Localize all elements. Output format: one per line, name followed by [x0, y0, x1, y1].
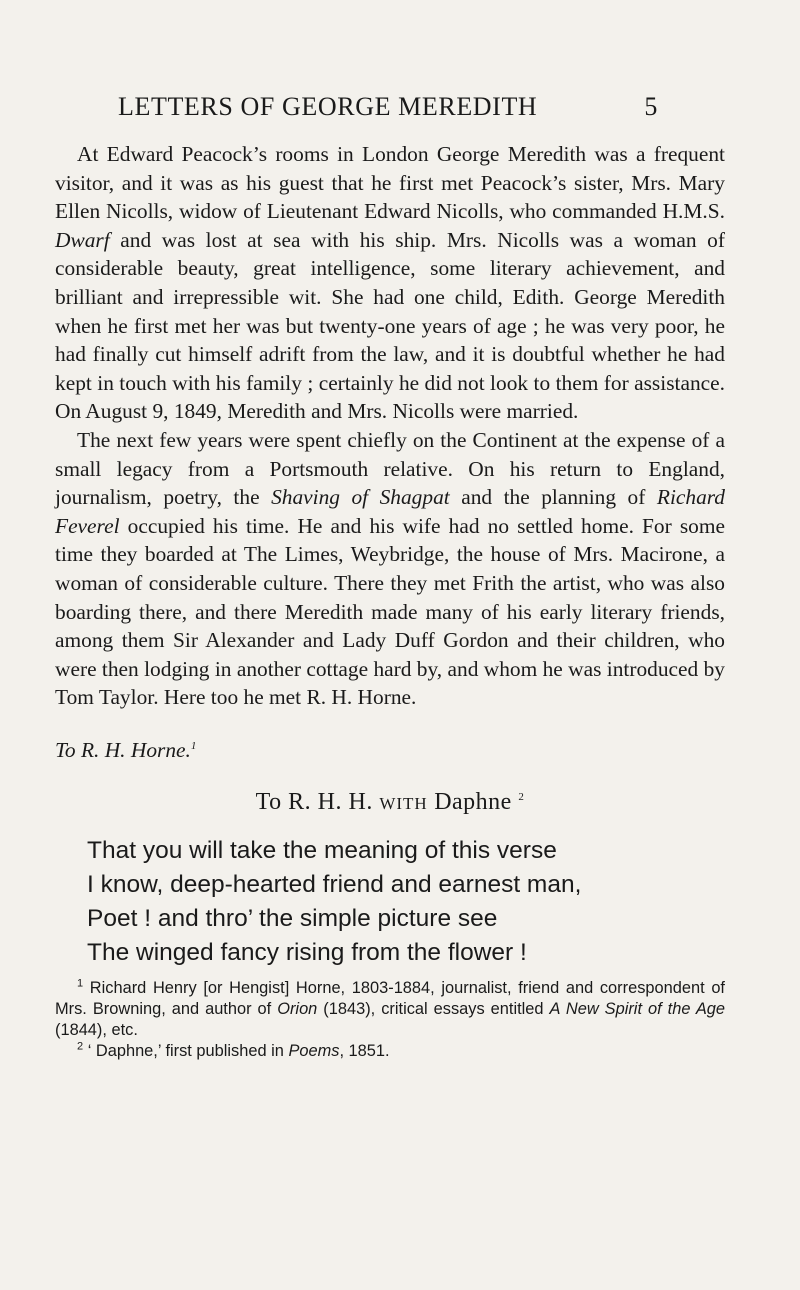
poem-title: To R. H. H. WITH Daphne $^2$ — [255, 788, 525, 815]
footnote-2: $^2$ ‘ Daphne,’ first published in Poems, 1851. — [77, 1040, 390, 1060]
poem-line: I know, deep-hearted friend and earnest man, — [87, 870, 582, 898]
book-title-feverel: Richard Feverel — [55, 485, 725, 538]
poem — [87, 834, 725, 970]
footnotes — [55, 978, 725, 1062]
ship-name: Dwarf — [55, 227, 110, 252]
letter-heading: To R. H. Horne.$^1$ — [55, 737, 197, 762]
book-title-shagpat: Shaving of Shagpat — [271, 485, 450, 510]
paragraph-1: At Edward Peacock’s rooms in London George Meredith was a frequent visitor, and it was as his guest that he first met Peacock’s sister, Mrs. Mary Ellen Nicolls, widow of Lieutenant Edward Nicolls, who commanded H.M.S. Dwarf and was lost at sea with his ship. Mrs. Nicolls was a woman of considerable beauty, great intelligence, some literary achievement, and brilliant and irrepressible wit. She had one child, Edith. George Meredith when he first met her was but twenty-one years of age ; he was very poor, he had finally cut himself adrift from the law, and it is doubtful whether he had kept in touch with his family ; certainly he did not look to them for assistance. On August 9, 1849, Meredith and Mrs. Nicolls were married. — [55, 142, 725, 424]
page-number: 5 — [644, 92, 658, 121]
footnote-ref-2: 2 — [518, 790, 525, 803]
running-title: LETTERS OF GEORGE MEREDITH — [118, 92, 538, 121]
page-body — [55, 140, 725, 1062]
poem-line: The winged fancy rising from the flower ! — [87, 938, 527, 966]
footnote-ref-1: 1 — [190, 739, 197, 752]
poem-line: Poet ! and thro’ the simple picture see — [87, 904, 498, 932]
poem-line: That you will take the meaning of this verse — [87, 836, 557, 864]
paragraph-2: The next few years were spent chiefly on the Continent at the expense of a small legacy from a Portsmouth relative. On his return to England, journalism, poetry, the Shaving of Shagpat and the planning of Richard Feverel occupied his time. He and his wife had no settled home. For some time they boarded at The Limes, Weybridge, the house of Mrs. Macirone, a woman of considerable culture. There they met Frith the artist, who was also boarding there, and there Meredith made many of his early literary friends, among them Sir Alexander and Lady Duff Gordon and their children, who were then lodging in another cottage hard by, and whom he was introduced by Tom Taylor. Here too he met R. H. Horne. — [55, 427, 725, 710]
running-header — [118, 92, 658, 122]
footnote-1: $^1$ Richard Henry [or Hengist] Horne, 1803-1884, journalist, friend and correspondent of Mrs. Browning, and author of Orion (1843), critical essays entitled A New Spirit of the Age (1844), etc. — [55, 977, 725, 1039]
